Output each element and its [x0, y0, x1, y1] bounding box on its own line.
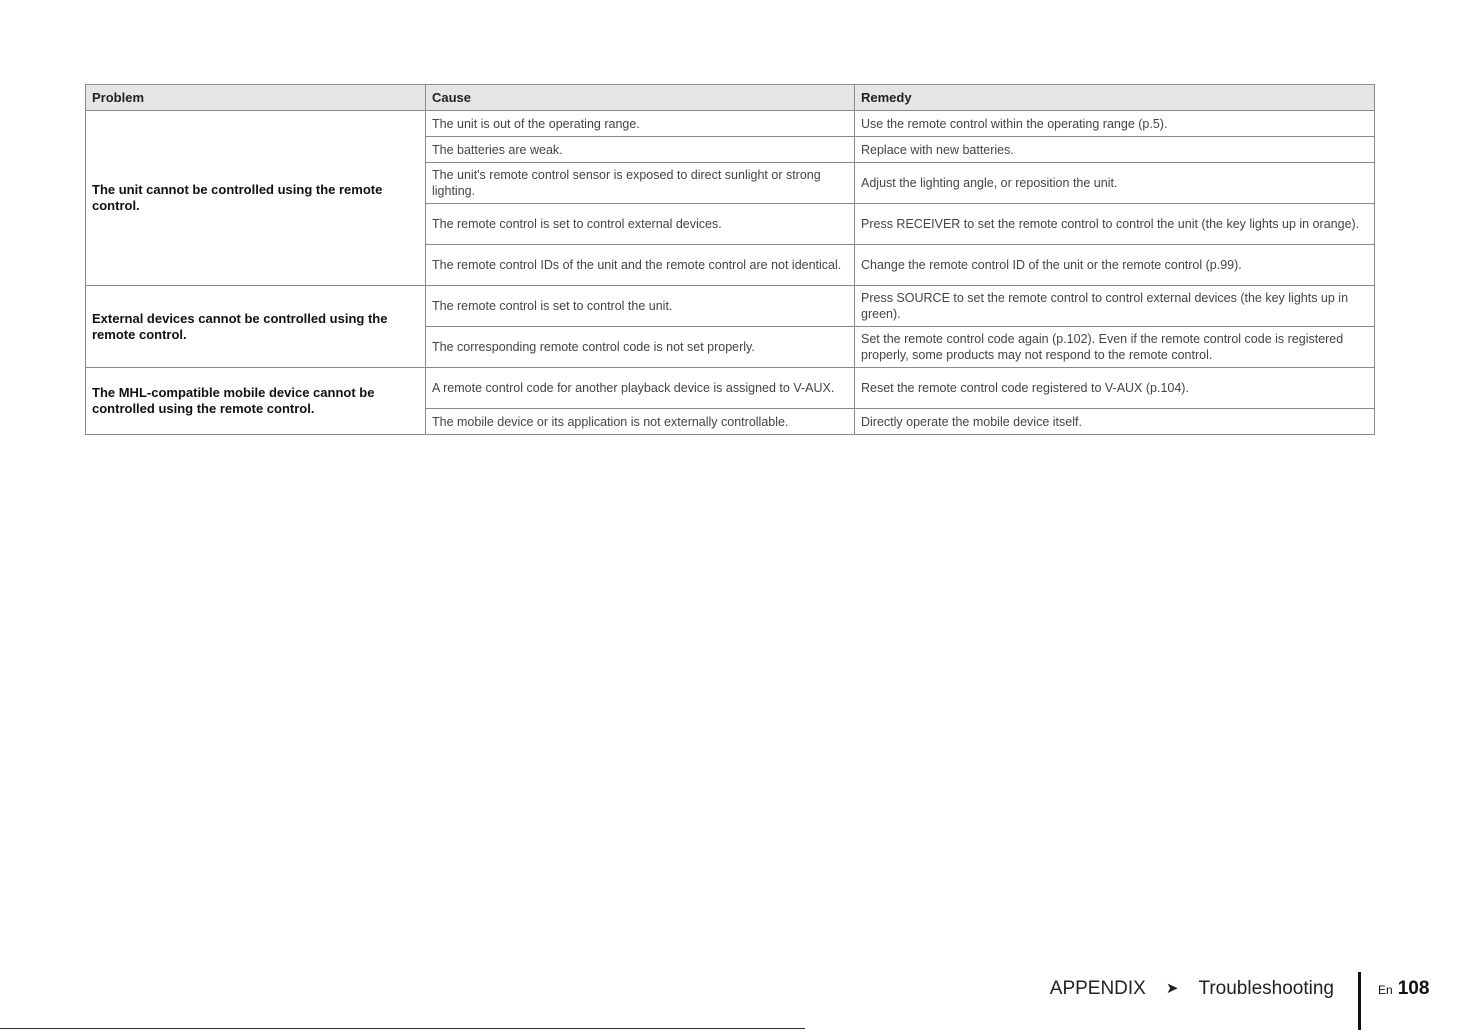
header-cause: Cause: [426, 85, 855, 111]
problem-cell: The unit cannot be controlled using the remote control.: [86, 111, 426, 286]
remedy-cell: Replace with new batteries.: [855, 137, 1375, 163]
remedy-cell: Press SOURCE to set the remote control to control external devices (the key lights up in green).: [855, 286, 1375, 327]
page-number: [1378, 978, 1429, 1000]
cause-cell: The unit's remote control sensor is exposed to direct sunlight or strong lighting.: [426, 163, 855, 204]
remedy-cell: Directly operate the mobile device itself.: [855, 409, 1375, 435]
header-problem: Problem: [86, 85, 426, 111]
table-row: [86, 286, 1375, 327]
remedy-cell: Set the remote control code again (p.102). Even if the remote control code is registered properly, some products may not respond to the remote control.: [855, 327, 1375, 368]
remedy-cell: Use the remote control within the operating range (p.5).: [855, 111, 1375, 137]
page-number-value: 108: [1397, 978, 1430, 999]
table-header-row: [86, 85, 1375, 111]
cause-cell: The remote control is set to control external devices.: [426, 204, 855, 245]
bottom-divider: [0, 1028, 805, 1029]
footer-divider: [1358, 972, 1361, 1030]
cause-cell: The mobile device or its application is not externally controllable.: [426, 409, 855, 435]
cause-cell: The corresponding remote control code is not set properly.: [426, 327, 855, 368]
remedy-cell: Reset the remote control code registered to V-AUX (p.104).: [855, 368, 1375, 409]
cause-cell: The remote control IDs of the unit and the remote control are not identical.: [426, 245, 855, 286]
remedy-cell: Press RECEIVER to set the remote control to control the unit (the key lights up in orange).: [855, 204, 1375, 245]
footer-breadcrumb: [1050, 978, 1334, 1000]
problem-cell: The MHL-compatible mobile device cannot be controlled using the remote control.: [86, 368, 426, 435]
header-remedy: Remedy: [855, 85, 1375, 111]
arrow-right-icon: ➤: [1165, 980, 1179, 997]
cause-cell: A remote control code for another playback device is assigned to V-AUX.: [426, 368, 855, 409]
table-row: [86, 368, 1375, 409]
breadcrumb-appendix-link[interactable]: APPENDIX: [1049, 978, 1146, 999]
breadcrumb-troubleshooting-link[interactable]: Troubleshooting: [1198, 978, 1334, 999]
cause-cell: The batteries are weak.: [426, 137, 855, 163]
cause-cell: The remote control is set to control the unit.: [426, 286, 855, 327]
language-label: En: [1378, 983, 1393, 997]
table-row: [86, 111, 1375, 137]
cause-cell: The unit is out of the operating range.: [426, 111, 855, 137]
remedy-cell: Adjust the lighting angle, or reposition the unit.: [855, 163, 1375, 204]
problem-cell: External devices cannot be controlled using the remote control.: [86, 286, 426, 368]
remedy-cell: Change the remote control ID of the unit or the remote control (p.99).: [855, 245, 1375, 286]
troubleshooting-table: [85, 84, 1375, 435]
